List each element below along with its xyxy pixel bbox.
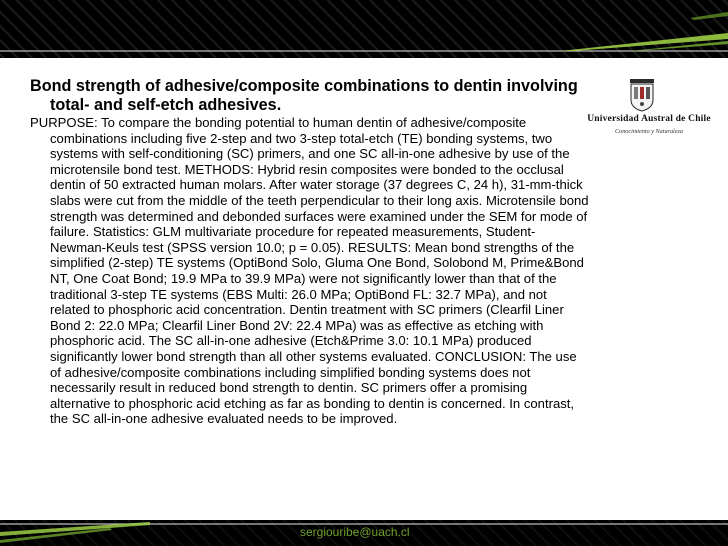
university-shield-icon [629, 78, 655, 112]
abstract-text: PURPOSE: To compare the bonding potential to human dentin of adhesive/composite combinations including five 2-step and two 3-step total-etch (TE) bonding systems, two systems with self-conditioning (SC) primers, and one SC all-in-one adhesive by use of the microtensile bond test. METHODS: Hybrid resin composites were bonded to the occlusal dentin of 50 extracted human molars. After water storage (37 degrees C, 24 h), 31-mm-thick slabs were cut from the middle of the teeth perpendicular to their long axis. Microtensile bond strength was determined and debonded surfaces were examined under the SEM for mode of failure. Statistics: GLM multivariate procedure for repeated measurements, Student-Newman-Keuls test (SPSS version 10.0; p = 0.05). RESULTS: Mean bond strengths of the simplified (2-step) TE systems (OptiBond Solo, Gluma One Bond, Solobond M, Prime&Bond NT, One Coat Bond; 19.9 MPa to 39.9 MPa) were not significantly lower than that of the traditional 3-step TE systems (EBS Multi: 26.0 MPa; OptiBond FL: 32.7 MPa), and not related to phosphoric acid concentration. Dentin treatment with SC primers (Clearfil Liner Bond 2: 22.0 MPa; Clearfil Liner Bond 2V: 22.4 MPa) was as effective as etching with phosphoric acid. The SC all-in-one adhesive (Etch&Prime 3.0: 10.1 MPa) produced significantly lower bond strength than all other systems evaluated. CONCLUSION: The use of adhesive/composite combinations including simplified bonding systems does not necessarily result in reduced bond strength to dentin. SC primers offer a promising alternative to phosphoric acid etching as far as bonding to dentin is concerned. In contrast, the SC all-in-one adhesive evaluated needs to be improved. [30, 115, 589, 427]
top-hatch-pattern [0, 0, 728, 58]
contact-email-link[interactable]: sergiouribe@uach.cl [300, 525, 410, 539]
logo-motto: Conocimiento y Naturaleza [614, 128, 684, 135]
slide-title: Bond strength of adhesive/composite combinations to dentin involving total- and self-etch adhesives. [30, 77, 578, 114]
university-logo [582, 76, 716, 156]
logo-wordmark: Universidad Austral de Chile [587, 114, 711, 124]
top-decorative-band [0, 0, 728, 58]
